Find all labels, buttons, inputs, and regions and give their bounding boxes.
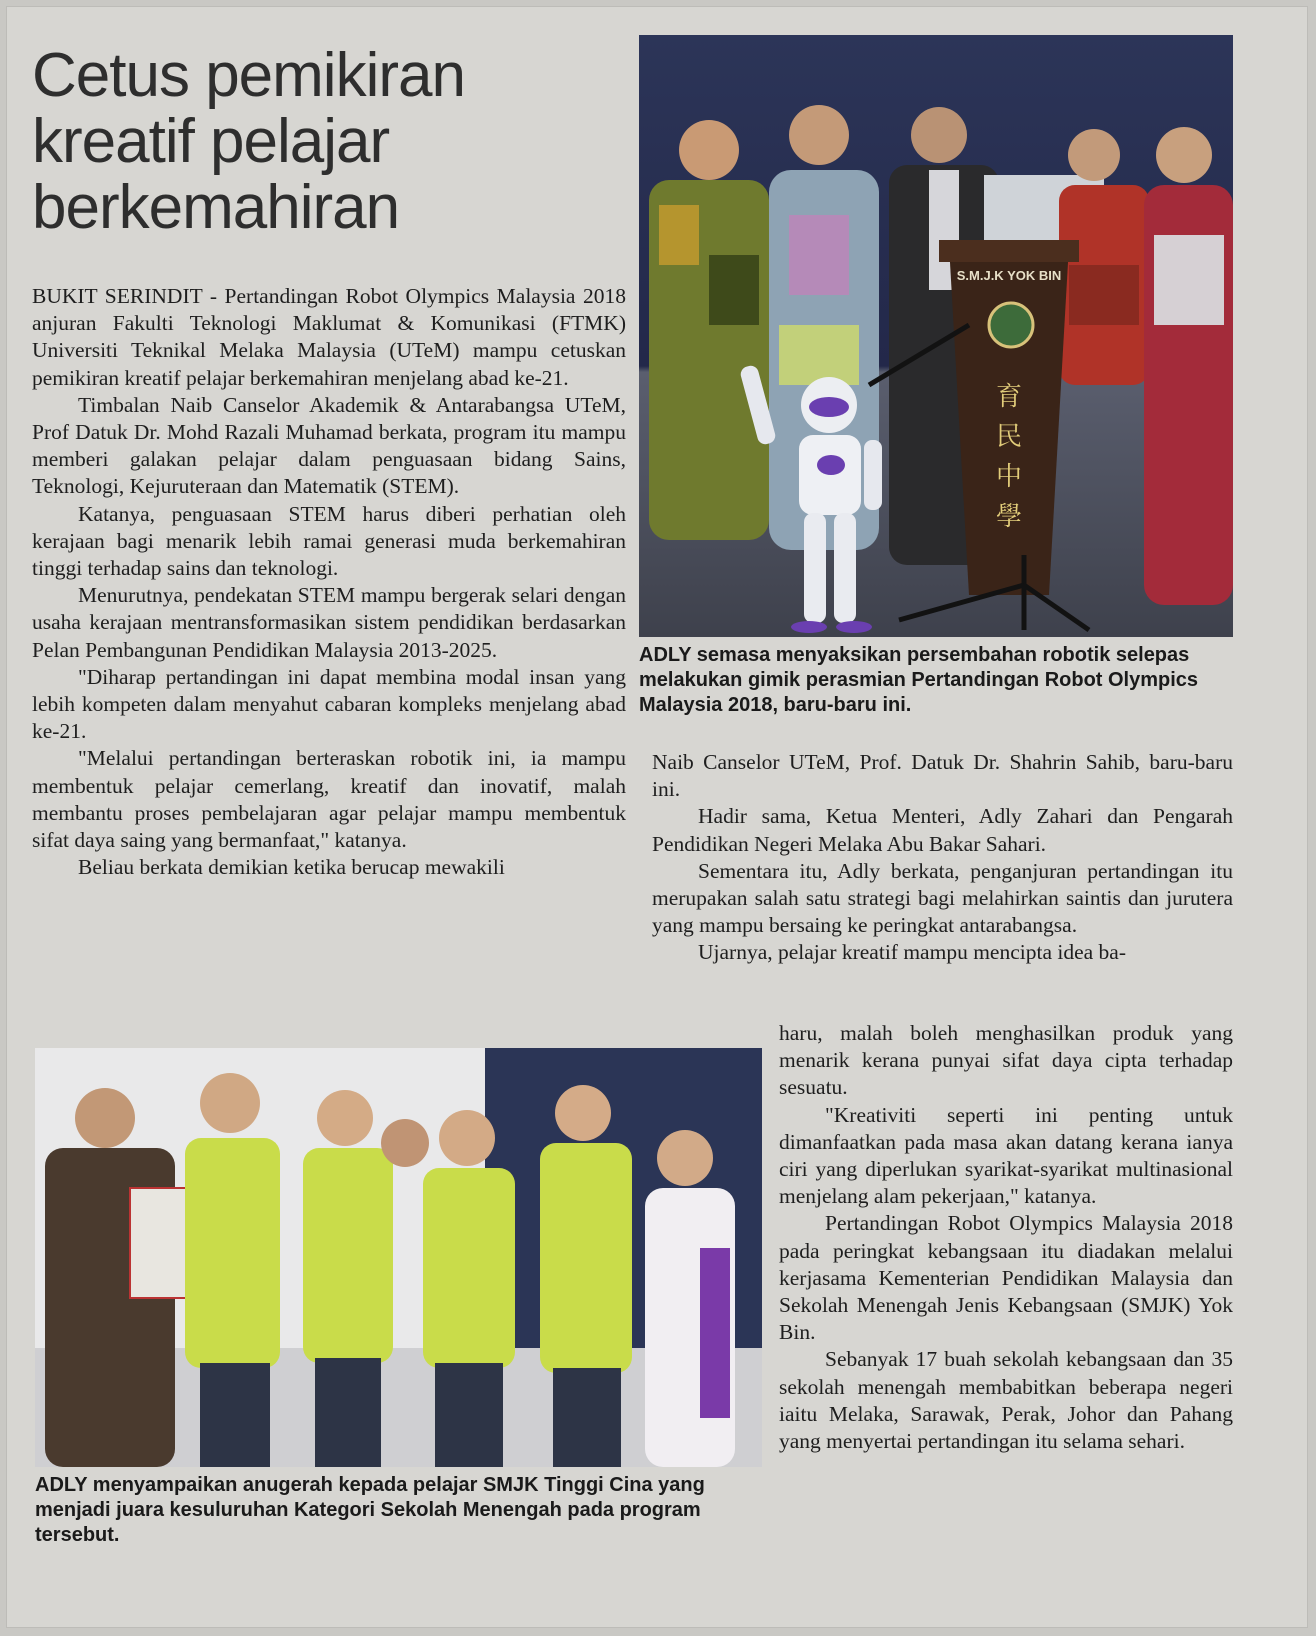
person-red-batik [1144, 127, 1233, 605]
photo-robot-demo [639, 35, 1233, 637]
lectern-char-3: 中 [995, 462, 1023, 492]
headline-line-3: berkemahiran [32, 173, 400, 242]
adult-back [381, 1119, 429, 1167]
paragraph: Hadir sama, Ketua Menteri, Adly Zahari dan Pengarah Pendidikan Negeri Melaka Abu Bakar Sahari. [652, 804, 1233, 856]
paragraph-lead: BUKIT SERINDIT - Pertandingan Robot Olympics Malaysia 2018 anjuran Fakulti Teknologi Maklumat & Komunikasi (FTMK) Universiti Teknikal Melaka Malaysia (UTeM) mampu cetuskan pemikiran kreatif pelajar berkemahiran menjelang abad ke-21. [32, 284, 626, 390]
paragraph: "Melalui pertandingan berteraskan robotik ini, ia mampu membentuk pelajar cemerlang, kreatif dan inovatif, malah membantu proses pembelajaran agar pelajar mampu membentuk sifat daya saing yang bermanfaat," katanya. [32, 746, 626, 853]
paragraph: Sementara itu, Adly berkata, penganjuran pertandingan itu merupakan salah satu strategi bagi melahirkan saintis dan jurutera yang mampu bersaing ke peringkat antarabangsa. [652, 858, 1233, 938]
paragraph-continued: haru, malah boleh menghasilkan produk yang menarik kerana punyai sifat daya cipta terhadap sesuatu. [779, 1021, 1233, 1100]
paragraph: Menurutnya, pendekatan STEM mampu bergerak selari dengan usaha kerajaan mentransformasikan sistem pendidikan berdasarkan Pelan Pembangunan Pendidikan Malaysia 2013-2025. [32, 583, 626, 662]
paragraph: Ujarnya, pelajar kreatif mampu mencipta idea ba- [698, 940, 1127, 965]
paragraph: Pertandingan Robot Olympics Malaysia 2018 pada peringkat kebangsaan itu diadakan melalui kerjasama Kementerian Pendidikan Malaysia dan Sekolah Menengah Jenis Kebangsaan (SMJK) Yok Bin. [779, 1211, 1233, 1345]
left-column [32, 283, 626, 881]
caption-award-photo: ADLY menyampaikan anugerah kepada pelajar SMJK Tinggi Cina yang menjadi juara kesuluruhan Kategori Sekolah Menengah pada program tersebut. [35, 1474, 705, 1546]
headline-line-2: kreatif pelajar [32, 107, 390, 176]
robot-demo-illustration [639, 35, 1233, 637]
headline-line-1: Cetus pemikiran [32, 41, 465, 110]
article-headline [32, 43, 632, 241]
newspaper-page [6, 6, 1308, 1628]
paragraph-continued: Naib Canselor UTeM, Prof. Datuk Dr. Shahrin Sahib, baru-baru ini. [652, 750, 1233, 802]
lectern-label: S.M.J.K YOK BIN [956, 268, 1062, 283]
right-column-bottom [779, 1020, 1233, 1455]
paragraph: Timbalan Naib Canselor Akademik & Antarabangsa UTeM, Prof Datuk Dr. Mohd Razali Muhamad berkata, program itu mampu memberi galakan pelajar dalam penguasaan bidang Sains, Teknologi, Kejuruteraan dan Matematik (STEM). [32, 392, 626, 499]
photo-award-ceremony [35, 1048, 762, 1467]
lectern-char-4: 學 [995, 502, 1023, 532]
paragraph: Sebanyak 17 buah sekolah kebangsaan dan 35 sekolah menengah membabitkan beberapa negeri iaitu Melaka, Sarawak, Perak, Johor dan Pahang yang menyertai pertandingan itu selama sehari. [779, 1347, 1233, 1454]
person-batik-yellow [649, 120, 769, 540]
lectern-char-2: 民 [995, 422, 1023, 452]
paragraph: Beliau berkata demikian ketika berucap mewakili [78, 855, 505, 880]
paragraph: "Diharap pertandingan ini dapat membina modal insan yang lebih kompeten dalam menyahut cabaran kompleks menjelang abad ke-21. [32, 664, 626, 744]
paragraph: Katanya, penguasaan STEM harus diberi perhatian oleh kerajaan bagi menarik lebih ramai generasi muda berkemahiran tinggi terhadap sains dan teknologi. [32, 501, 626, 581]
award-ceremony-illustration [35, 1048, 762, 1467]
caption-robot-photo: ADLY semasa menyaksikan persembahan robotik selepas melakukan gimik perasmian Pertandingan Robot Olympics Malaysia 2018, baru-baru ini. [639, 644, 1199, 716]
paragraph: "Kreativiti seperti ini penting untuk dimanfaatkan pada masa akan datang kerana ianya ciri yang diperlukan syarikat-syarikat multinasional menjelang alam pekerjaan," katanya. [779, 1102, 1233, 1209]
right-column-top [652, 749, 1233, 967]
lectern-char-1: 育 [995, 382, 1023, 412]
